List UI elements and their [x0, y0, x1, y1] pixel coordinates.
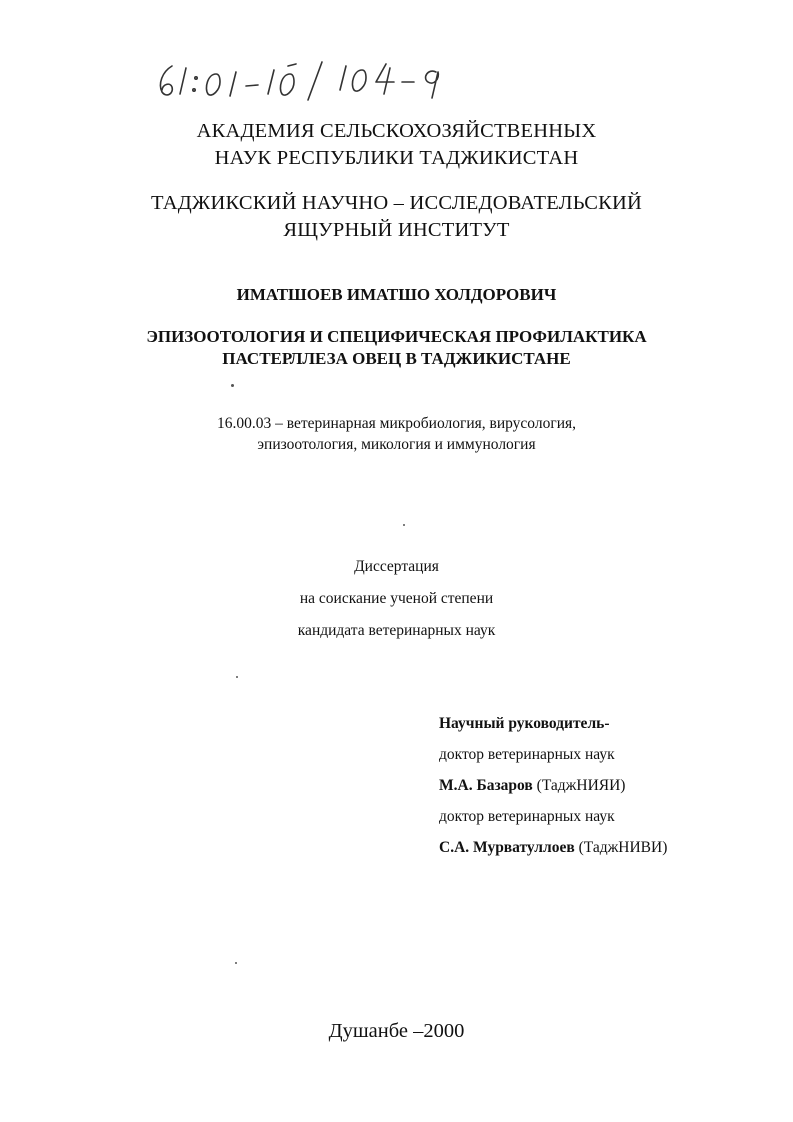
title-line-1: ЭПИЗООТОЛОГИЯ И СПЕЦИФИЧЕСКАЯ ПРОФИЛАКТИКА: [146, 327, 647, 346]
institute-name: [0, 190, 793, 244]
author-name: ИМАТШОЕВ ИМАТШО ХОЛДОРОВИЧ: [236, 285, 557, 304]
scan-speck: [231, 384, 234, 387]
organization-line-1: АКАДЕМИЯ СЕЛЬСКОХОЗЯЙСТВЕННЫХ: [196, 120, 597, 142]
supervisor-2-org: (ТаджНИВИ): [578, 839, 668, 856]
organization-line-2: НАУК РЕСПУБЛИКИ ТАДЖИКИСТАН: [214, 147, 579, 169]
institute-line-2: ЯЩУРНЫЙ ИНСТИТУТ: [283, 219, 510, 241]
organization-name: [0, 118, 793, 172]
specialty-line-1: 16.00.03 – ветеринарная микробиология, вирусология,: [216, 415, 576, 432]
supervisor-2-degree: доктор ветеринарных наук: [439, 808, 615, 825]
city-year: Душанбе –2000: [328, 1020, 465, 1042]
scan-speck: [403, 524, 405, 526]
dissertation-title: [0, 326, 793, 370]
scan-speck: [236, 676, 238, 678]
supervisor-2: [439, 832, 667, 863]
specialty-line-2: эпизоотология, микология и иммунология: [257, 436, 536, 453]
supervisor-2-name: С.А. Мурватуллоев: [439, 839, 575, 856]
degree-line-2: на соискание ученой степени: [299, 590, 494, 607]
supervisor-1: [439, 770, 667, 801]
institute-line-1: ТАДЖИКСКИЙ НАУЧНО – ИССЛЕДОВАТЕЛЬСКИЙ: [151, 192, 642, 214]
supervisor-1-degree: доктор ветеринарных наук: [439, 746, 615, 763]
specialty-code: [0, 413, 793, 455]
supervisor-1-org: (ТаджНИЯИ): [536, 777, 626, 794]
supervisor-1-name: М.А. Базаров: [439, 777, 533, 794]
handwritten-archive-code: [150, 60, 510, 102]
title-line-2: ПАСТЕРЛЛЕЗА ОВЕЦ В ТАДЖИКИСТАНЕ: [222, 349, 571, 368]
supervisors-block: [439, 708, 667, 863]
degree-line-3: кандидата ветеринарных наук: [297, 622, 496, 639]
scan-speck: [235, 962, 237, 964]
degree-line-1: Диссертация: [354, 558, 439, 575]
supervisor-heading: Научный руководитель-: [439, 715, 610, 732]
degree-statement: [0, 551, 793, 647]
